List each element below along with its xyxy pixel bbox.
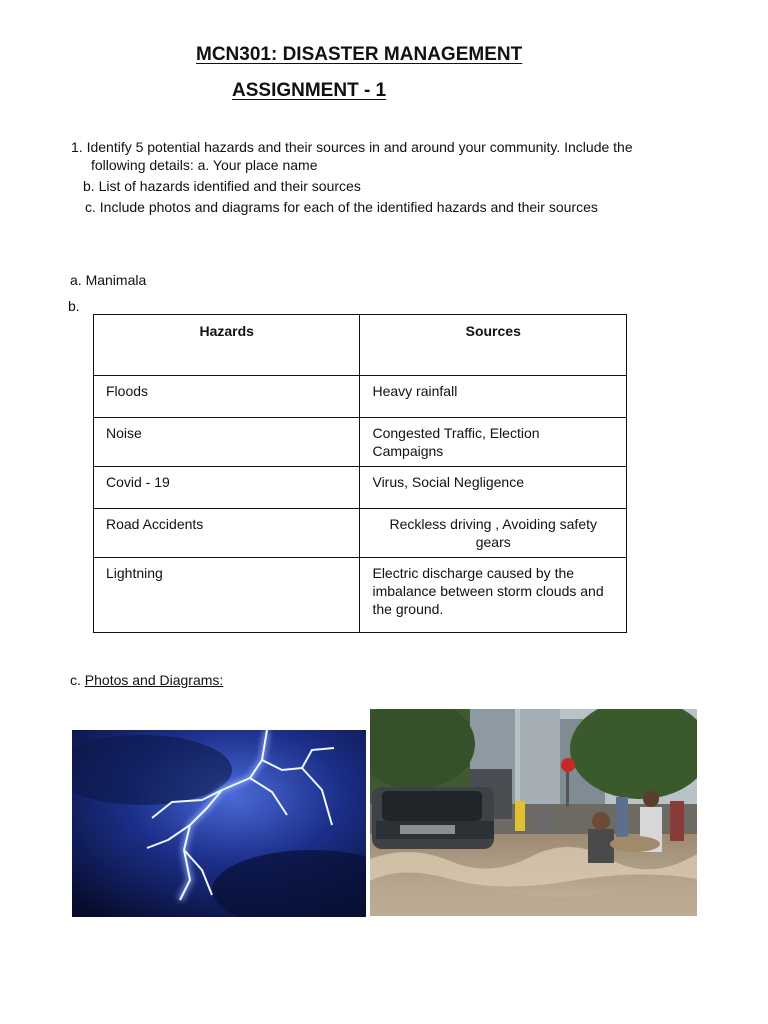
question-line-1: 1. Identify 5 potential hazards and their sources in and around your community. Include the	[71, 139, 633, 155]
course-title: MCN301: DISASTER MANAGEMENT	[196, 44, 523, 65]
source-cell: Electric discharge caused by the imbalance between storm clouds and the ground.	[360, 558, 627, 633]
lightning-photo	[72, 730, 366, 917]
answer-a-place-name: a. Manimala	[70, 272, 147, 288]
hazard-cell: Road Accidents	[94, 509, 360, 558]
hazard-cell: Covid - 19	[94, 467, 360, 509]
answer-c-prefix: c.	[70, 672, 81, 688]
assignment-title: ASSIGNMENT - 1	[232, 80, 387, 101]
answer-b-label: b.	[68, 298, 80, 314]
table-header-row	[94, 315, 627, 376]
column-header-hazards: Hazards	[94, 315, 360, 376]
table-row	[94, 509, 627, 558]
table-row	[94, 558, 627, 633]
table-row	[94, 376, 627, 418]
question-line-2: following details: a. Your place name	[91, 157, 318, 173]
question-line-4: c. Include photos and diagrams for each of the identified hazards and their sources	[85, 199, 598, 215]
question-line-3: b. List of hazards identified and their sources	[83, 178, 361, 194]
photos-and-diagrams-heading: Photos and Diagrams:	[84, 672, 224, 688]
flood-street-photo	[370, 709, 697, 916]
answer-c-label	[70, 672, 223, 688]
hazards-table	[93, 314, 627, 633]
hazard-cell: Noise	[94, 418, 360, 467]
hazard-cell: Lightning	[94, 558, 360, 633]
table-row	[94, 418, 627, 467]
source-cell: Virus, Social Negligence	[360, 467, 627, 509]
source-cell: Reckless driving , Avoiding safety gears	[360, 509, 627, 558]
column-header-sources: Sources	[360, 315, 627, 376]
source-cell: Congested Traffic, Election Campaigns	[360, 418, 627, 467]
source-cell: Heavy rainfall	[360, 376, 627, 418]
table-row	[94, 467, 627, 509]
hazard-cell: Floods	[94, 376, 360, 418]
